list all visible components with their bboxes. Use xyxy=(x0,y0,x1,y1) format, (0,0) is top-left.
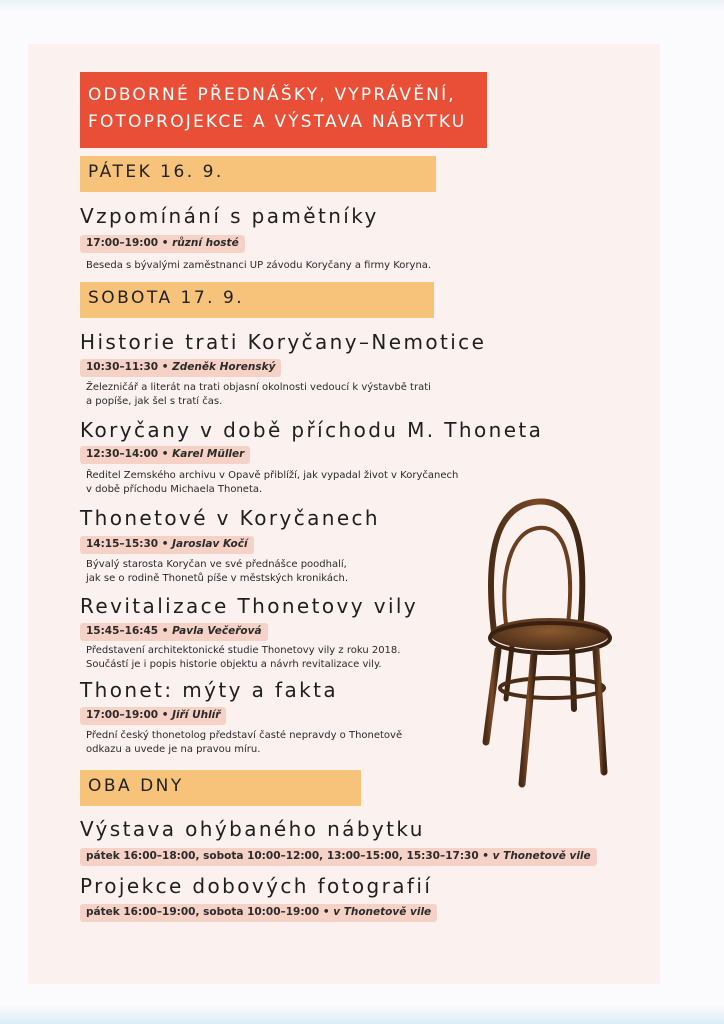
event-venue: v Thonetově vile xyxy=(333,906,432,918)
event-description-line: a popíše, jak šel s tratí čas. xyxy=(86,396,223,407)
event-meta xyxy=(80,536,254,554)
event-description xyxy=(86,381,526,409)
event-meta xyxy=(80,707,226,725)
event-description xyxy=(86,259,526,273)
poster-header xyxy=(80,72,487,148)
event-time: 10:30–11:30 • xyxy=(86,361,169,373)
event-description-line: Beseda s bývalými zaměstnanci UP závodu Koryčany a firmy Koryna. xyxy=(86,260,432,271)
event-description xyxy=(86,558,526,586)
day-bar-saturday: SOBOTA 17. 9. xyxy=(80,282,434,318)
event-time: 17:00–19:00 • xyxy=(86,709,169,721)
event-speaker: různí hosté xyxy=(172,237,239,249)
header-line-1: ODBORNÉ PŘEDNÁŠKY, VYPRÁVĚNÍ, xyxy=(88,85,456,105)
event-time: 15:45–16:45 • xyxy=(86,625,169,637)
event-title: Revitalizace Thonetovy vily xyxy=(80,594,419,618)
thonet-chair-image xyxy=(476,494,626,794)
event-speaker: Karel Müller xyxy=(172,448,245,460)
event-meta xyxy=(80,235,245,253)
event-title: Koryčany v době příchodu M. Thoneta xyxy=(80,418,544,442)
event-meta xyxy=(80,359,281,377)
event-description xyxy=(86,644,526,672)
event-title: Historie trati Koryčany–Nemotice xyxy=(80,330,487,354)
event-title: Thonet: mýty a fakta xyxy=(80,678,338,702)
event-time: 12:30–14:00 • xyxy=(86,448,169,460)
event-description xyxy=(86,469,526,497)
event-description-line: Součástí je i popis historie objektu a návrh revitalizace vily. xyxy=(86,659,382,670)
event-meta xyxy=(80,848,597,866)
event-meta xyxy=(80,904,437,922)
event-speaker: Jiří Uhlíř xyxy=(172,709,221,721)
event-speaker: Zdeněk Horenský xyxy=(172,361,276,373)
scan-edge-top xyxy=(0,0,724,10)
header-line-2: FOTOPROJEKCE A VÝSTAVA NÁBYTKU xyxy=(88,112,467,132)
day-bar-both: OBA DNY xyxy=(80,770,361,806)
event-description-line: odkazu a uvede je na pravou míru. xyxy=(86,744,261,755)
event-description-line: Ředitel Zemského archivu v Opavě přiblíží, jak vypadal život v Koryčanech xyxy=(86,470,459,481)
day-bar-friday: PÁTEK 16. 9. xyxy=(80,156,436,192)
event-description-line: Přední český thonetolog představí časté nepravdy o Thonetově xyxy=(86,730,403,741)
scan-edge-bottom xyxy=(0,1006,724,1024)
event-title: Projekce dobových fotografií xyxy=(80,874,433,898)
event-title: Vzpomínání s pamětníky xyxy=(80,204,379,228)
event-time: pátek 16:00–18:00, sobota 10:00–12:00, 13:00–15:00, 15:30–17:30 • xyxy=(86,850,490,862)
event-description xyxy=(86,729,526,757)
event-title: Thonetové v Koryčanech xyxy=(80,506,380,530)
event-time: 17:00–19:00 • xyxy=(86,237,169,249)
event-time: 14:15–15:30 • xyxy=(86,538,169,550)
event-speaker: Jaroslav Kočí xyxy=(172,538,248,550)
event-description-line: Bývalý starosta Koryčan ve své přednášce poodhalí, xyxy=(86,559,347,570)
event-description-line: jak se o rodině Thonetů píše v městských kronikách. xyxy=(86,573,349,584)
event-speaker: Pavla Večeřová xyxy=(172,625,262,637)
event-meta xyxy=(80,623,268,641)
event-description-line: v době příchodu Michaela Thoneta. xyxy=(86,484,263,495)
event-description-line: Železničář a literát na trati objasní okolnosti vedoucí k výstavbě trati xyxy=(86,382,431,393)
event-title: Výstava ohýbaného nábytku xyxy=(80,817,425,841)
event-time: pátek 16:00–19:00, sobota 10:00–19:00 • xyxy=(86,906,330,918)
event-meta xyxy=(80,446,250,464)
event-venue: v Thonetově vile xyxy=(492,850,591,862)
event-description-line: Představení architektonické studie Thonetovy vily z roku 2018. xyxy=(86,645,401,656)
